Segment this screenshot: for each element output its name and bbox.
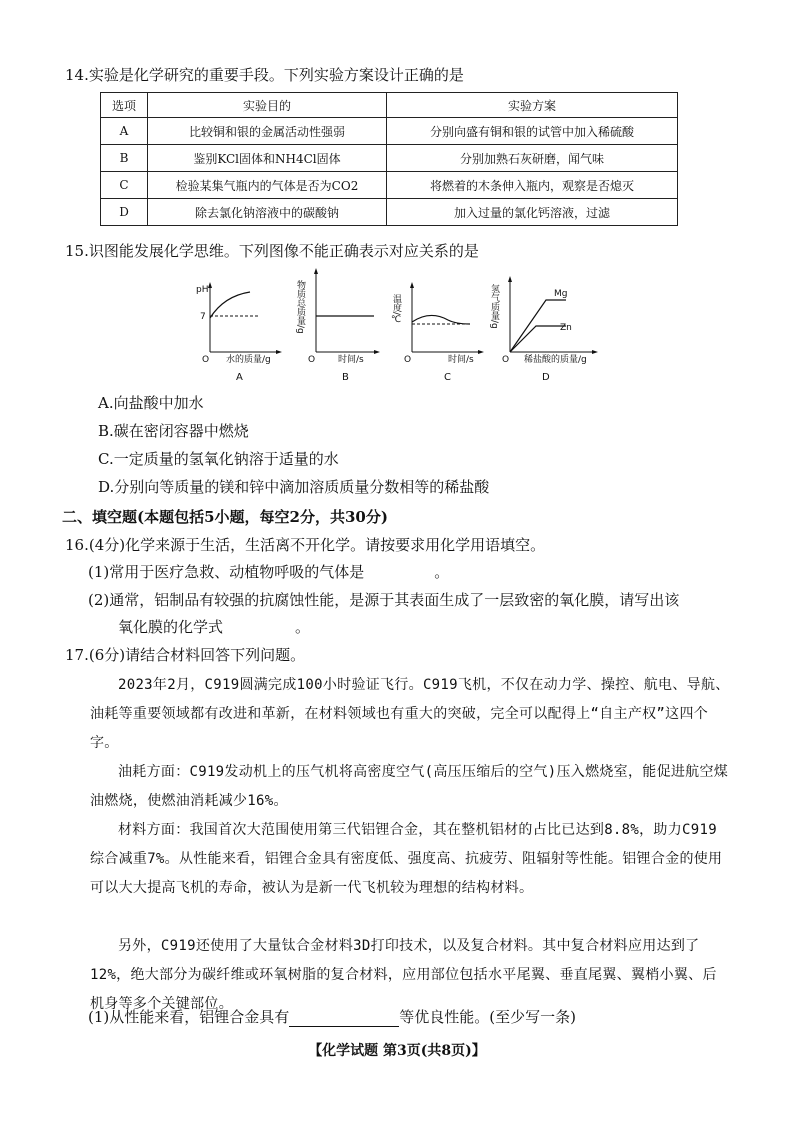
graph-d-origin: O: [502, 355, 510, 365]
q17-paragraph-1: 2023年2月，C919圆满完成100小时验证飞行。C919飞机，不仅在动力学、操控、航电、导航、油耗等重要领域都有改进和革新，在材料领域也有重大的突破，完全可以配得上“自主产权”这四个字。: [90, 677, 730, 751]
graph-d-series-zn: Zn: [560, 323, 572, 333]
q16-part1-end: 。: [434, 563, 450, 581]
table-row: [101, 118, 678, 145]
graph-c-letter: C: [444, 372, 451, 383]
cell-plan: 分别向盛有铜和银的试管中加入稀硫酸: [387, 118, 678, 145]
graph-d-ylabel: 氢气质量/g: [489, 284, 499, 329]
cell-purpose: 检验某集气瓶内的气体是否为CO2: [148, 172, 387, 199]
graph-d-series-mg: Mg: [554, 289, 568, 299]
graph-a-letter: A: [236, 372, 243, 383]
cell-option: A: [101, 118, 148, 145]
graph-c-xlabel: 时间/s: [448, 355, 474, 365]
cell-purpose: 鉴别KCl固体和NH4Cl固体: [148, 145, 387, 172]
cell-plan: 加入过量的氯化钙溶液，过滤: [387, 199, 678, 226]
q15-option-b: B.碳在密闭容器中燃烧: [98, 422, 249, 440]
q15-option-a: A.向盐酸中加水: [98, 394, 204, 412]
q17-part1: [88, 1006, 576, 1027]
q16-part2-end: 。: [295, 618, 311, 636]
graph-a-xlabel: 水的质量/g: [226, 355, 271, 365]
cell-option: C: [101, 172, 148, 199]
graph-a-tick: 7: [200, 312, 206, 322]
q15-stem: 15.识图能发展化学思维。下列图像不能正确表示对应关系的是: [65, 242, 479, 260]
cell-purpose: 除去氯化钠溶液中的碳酸钠: [148, 199, 387, 226]
q15-option-d: D.分别向等质量的镁和锌中滴加溶质质量分数相等的稀盐酸: [98, 478, 490, 496]
cell-purpose: 比较铜和银的金属活动性强弱: [148, 118, 387, 145]
q16-stem: 16.(4分)化学来源于生活，生活离不开化学。请按要求用化学用语填空。: [65, 536, 546, 554]
graph-d-xlabel: 稀盐酸的质量/g: [524, 355, 587, 365]
graph-b-letter: B: [342, 372, 349, 383]
q17-part1-end: 等优良性能。(至少写一条): [399, 1008, 576, 1026]
q17-part1-text: (1)从性能来看，铝锂合金具有: [88, 1008, 290, 1026]
q16-part1-text: (1)常用于医疗急救、动植物呼吸的气体是: [88, 563, 365, 581]
q17-paragraph-4: 另外，C919还使用了大量钛合金材料3D打印技术，以及复合材料。其中复合材料应用达到了12%，绝大部分为碳纤维或环氧树脂的复合材料，应用部位包括水平尾翼、垂直尾翼、翼梢小翼、后机身等多个关键部位。: [90, 938, 717, 1012]
header-plan: 实验方案: [387, 93, 678, 118]
table-row: [101, 199, 678, 226]
graph-b-xlabel: 时间/s: [338, 355, 364, 365]
table-row: [101, 172, 678, 199]
q15-graphs: [190, 266, 610, 386]
table-header-row: [101, 93, 678, 118]
graph-c: [391, 282, 484, 383]
q16-part2-text: 氧化膜的化学式: [118, 618, 224, 636]
cell-option: B: [101, 145, 148, 172]
q16-part2: (2)通常，铝制品有较强的抗腐蚀性能，是源于其表面生成了一层致密的氧化膜，请写出该: [88, 591, 680, 609]
graph-d-letter: D: [542, 372, 550, 383]
graph-c-origin: O: [404, 355, 412, 365]
graph-b: [295, 268, 380, 383]
header-option: 选项: [101, 93, 148, 118]
q16-part1: [88, 561, 449, 582]
q17-paragraph-2: 油耗方面：C919发动机上的压气机将高密度空气(高压压缩后的空气)压入燃烧室，能促进航空煤油燃烧，使燃油消耗减少16%。: [90, 764, 729, 809]
header-purpose: 实验目的: [148, 93, 387, 118]
cell-plan: 将燃着的木条伸入瓶内，观察是否熄灭: [387, 172, 678, 199]
q14-stem: 14.实验是化学研究的重要手段。下列实验方案设计正确的是: [65, 66, 464, 84]
cell-option: D: [101, 199, 148, 226]
q15-option-c: C.一定质量的氢氧化钠溶于适量的水: [98, 450, 339, 468]
table-row: [101, 145, 678, 172]
graph-a-ylabel: pH: [196, 285, 209, 295]
cell-plan: 分别加熟石灰研磨，闻气味: [387, 145, 678, 172]
q17-stem: 17.(6分)请结合材料回答下列问题。: [65, 646, 306, 664]
q16-part2-cont: [118, 616, 310, 637]
graph-b-ylabel: 物质总质量/g: [295, 280, 305, 334]
graph-c-ylabel: 温度/℃: [391, 294, 401, 326]
section-title: 二、填空题(本题包括5小题，每空2分，共30分): [62, 508, 388, 526]
graph-a-origin: O: [202, 355, 210, 365]
page-footer: 【化学试题 第3页(共8页)】: [308, 1043, 486, 1059]
answer-blank-3[interactable]: [289, 1012, 399, 1027]
graph-d: [489, 276, 598, 383]
experiment-table: [100, 92, 678, 226]
q17-paragraph-3: 材料方面：我国首次大范围使用第三代铝锂合金，其在整机铝材的占比已达到8.8%，助力C919综合减重7%。从性能来看，铝锂合金具有密度低、强度高、抗疲劳、阻辐射等性能。铝锂合金的使用可以大大提高飞机的寿命，被认为是新一代飞机较为理想的结构材料。: [90, 822, 723, 896]
graph-a: [196, 282, 282, 383]
graph-b-origin: O: [308, 355, 316, 365]
